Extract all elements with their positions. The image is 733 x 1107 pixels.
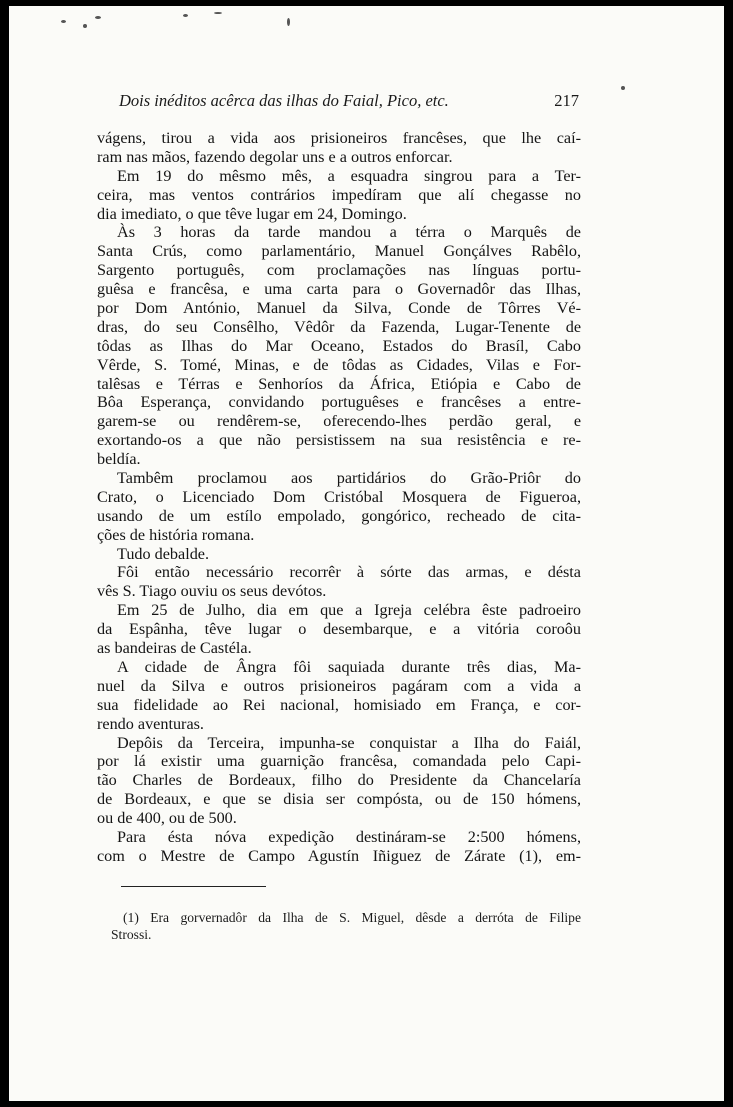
text-line: com o Mestre de Campo Agustín Iñiguez de Zárate (1), em- (97, 846, 581, 865)
footnote-rule (121, 886, 266, 887)
ink-speck (95, 16, 101, 19)
text-line: Vêrde, S. Tomé, Minas, e de tôdas as Cidades, Vilas e For- (97, 355, 581, 374)
text-line: ram nas mãos, fazendo degolar uns e a outros enforcar. (97, 147, 453, 166)
footnote (111, 909, 581, 943)
footnote-line: Strossi. (111, 927, 152, 942)
text-line: por lá existir uma guarnição francêsa, comandada pelo Capi- (97, 752, 581, 771)
text-line: vágens, tirou a vida aos prisioneiros francêses, que lhe caí- (97, 129, 581, 147)
text-line: Em 25 de Julho, dia em que a Igreja celébra êste padroeiro (117, 601, 581, 620)
text-line: ceira, mas ventos contrários impedíram que alí chegasse no (97, 185, 581, 204)
text-line: as bandeiras de Castéla. (97, 639, 252, 658)
running-header (119, 91, 579, 111)
text-line: Fôi então necessário recorrêr à sórte das armas, e désta (117, 563, 581, 582)
text-line: vês S. Tiago ouviu os seus devótos. (97, 582, 327, 601)
text-line: Em 19 do mêsmo mês, a esquadra singrou para a Ter- (117, 166, 581, 185)
text-line: tôdas as Ilhas do Mar Oceano, Estados do Brasíl, Cabo (97, 336, 581, 355)
text-line: nuel da Silva e outros prisioneiros pagáram com a vida a (97, 676, 581, 695)
text-line: beldía. (97, 450, 141, 469)
text-line: dras, do seu Consêlho, Vêdôr da Fazenda, Lugar-Tenente de (97, 317, 581, 336)
page-number: 217 (554, 91, 579, 110)
body-text (97, 129, 581, 866)
text-line: Sargento português, com proclamações nas línguas portu- (97, 261, 581, 280)
ink-speck (83, 24, 87, 28)
ink-speck (183, 14, 188, 17)
text-line: garem-se ou rendêrem-se, oferecendo-lhes perdão geral, e (97, 412, 581, 431)
text-line: Tudo debalde. (117, 544, 210, 563)
ink-speck (287, 18, 290, 26)
text-line: Crato, o Licenciado Dom Cristóbal Mosquera de Figueroa, (97, 487, 581, 506)
text-line: talêsas e Térras e Senhoríos da África, Etiópia e Cabo de (97, 374, 581, 393)
text-line: exortando-os a que não persistissem na sua resistência e re- (97, 431, 581, 450)
book-page (9, 6, 724, 1101)
text-line: de Bordeaux, e que se disia ser compósta, ou de 150 hómens, (97, 790, 581, 809)
footnote-line: (1) Era gorvernadôr da Ilha de S. Miguel, dêsde a derróta de Filipe (123, 910, 581, 925)
text-line: por Dom António, Manuel da Silva, Conde de Tôrres Vé- (97, 299, 581, 318)
text-line: Santa Crús, como parlamentário, Manuel Gonçálves Rabêlo, (97, 242, 581, 261)
text-line: Depôis da Terceira, impunha-se conquistar a Ilha do Faiál, (117, 733, 581, 752)
text-line: dia imediato, o que têve lugar em 24, Domingo. (97, 204, 407, 223)
text-line: Às 3 horas da tarde mandou a térra o Marquês de (117, 223, 581, 242)
ink-speck (214, 12, 222, 14)
text-line: Bôa Esperança, convidando portuguêses e francêses a entre- (97, 393, 581, 412)
text-line: ou de 400, ou de 500. (97, 809, 237, 828)
ink-speck (61, 20, 66, 23)
text-line: sua fidelidade ao Rei nacional, homisiado em França, e cor- (97, 695, 581, 714)
text-line: da Espânha, têve lugar o desembarque, e a vitória coroôu (97, 620, 581, 639)
text-line: usando de um estílo empolado, gongórico, recheado de cita- (97, 506, 581, 525)
text-line: A cidade de Ângra fôi saquiada durante três dias, Ma- (117, 657, 581, 676)
text-line: Tambêm proclamou aos partidários do Grão-Priôr do (117, 469, 581, 488)
text-line: guêsa e francêsa, e uma carta para o Governadôr das Ilhas, (97, 280, 581, 299)
text-line: tão Charles de Bordeaux, filho do Presidente da Chancelaría (97, 771, 581, 790)
text-line: Para ésta nóva expedição destináram-se 2:500 hómens, (117, 827, 581, 846)
running-title: Dois inéditos acêrca das ilhas do Faial, Pico, etc. (119, 91, 449, 110)
ink-speck (621, 86, 625, 90)
text-line: ções de história romana. (97, 525, 255, 544)
text-line: rendo aventuras. (97, 714, 204, 733)
